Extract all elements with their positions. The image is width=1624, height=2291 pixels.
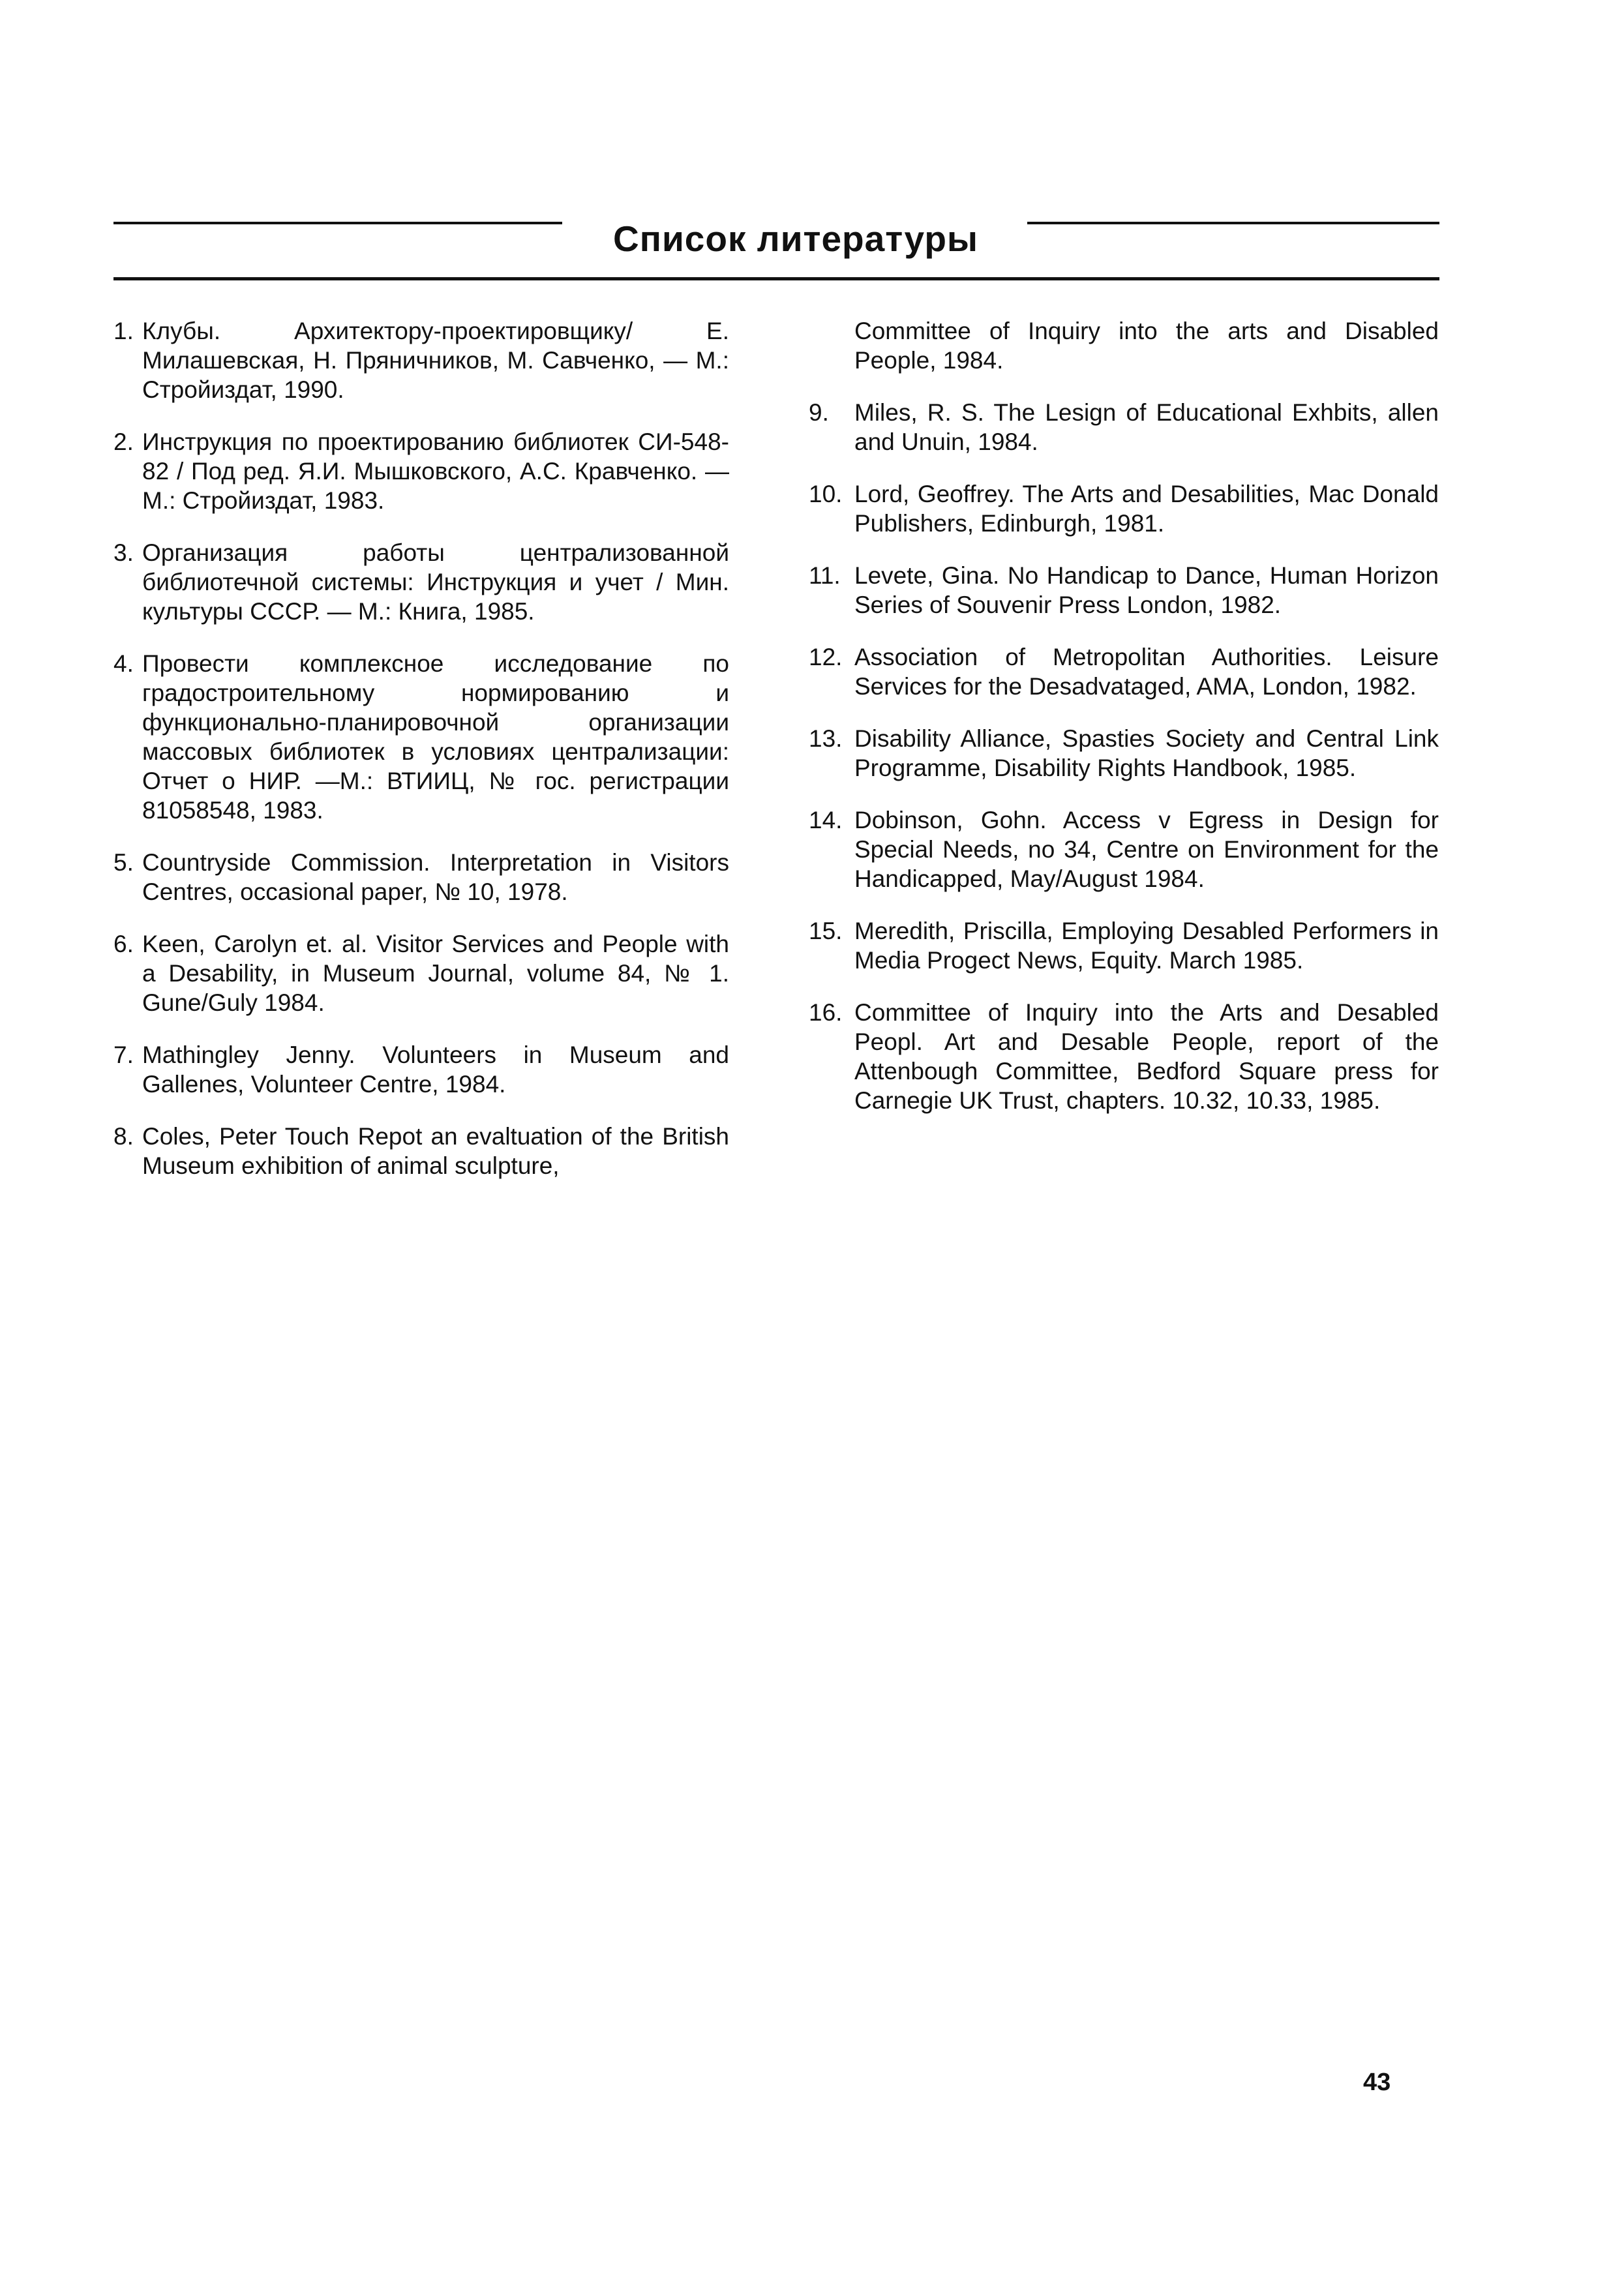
- bibliography-entry: [113, 848, 729, 906]
- entry-text: Keen, Carolyn et. al. Visitor Services and People with a Desability, in Museum Journal, volume 84, № 1. Gune/Guly 1984.: [142, 931, 729, 1016]
- bibliography-entry: [113, 649, 729, 825]
- bibliography-entry: [113, 1040, 729, 1099]
- entry-number: 10.: [809, 481, 843, 507]
- bibliography-entry: [113, 316, 729, 404]
- entry-text: Mathingley Jenny. Volunteers in Museum and Gallenes, Volunteer Centre, 1984.: [142, 1041, 729, 1098]
- entry-text: Lord, Geoffrey. The Arts and Desabilities, Mac Donald Publishers, Edinburgh, 1981.: [854, 481, 1439, 537]
- entry-number: 2.: [113, 428, 134, 455]
- entry-number: 11.: [809, 562, 841, 589]
- entry-number: 6.: [113, 931, 134, 957]
- entry-text: Coles, Peter Touch Repot an evaltuation of the British Museum exhibition of animal sculpture,: [142, 1123, 729, 1179]
- entry-number: 4.: [113, 650, 134, 677]
- entry-continuation: Committee of Inquiry into the arts and Disabled People, 1984.: [854, 318, 1439, 374]
- bibliography-entry: [809, 398, 1439, 457]
- entry-text: Levete, Gina. No Handicap to Dance, Human Horizon Series of Souvenir Press London, 1982.: [854, 562, 1439, 618]
- bibliography-entry: [809, 479, 1439, 538]
- bibliography-entry: [113, 538, 729, 626]
- entry-number: 12.: [809, 644, 843, 670]
- entry-number: 14.: [809, 807, 843, 833]
- entry-text: Association of Metropolitan Authorities. Leisure Services for the Desadvataged, AMA, London, 1982.: [854, 644, 1439, 700]
- entry-text: Клубы. Архитектору-проектировщику/ Е. Милашевская, Н. Пряничников, М. Савченко, — М.: Стройиздат, 1990.: [142, 318, 729, 403]
- entry-text: Инструкция по проектированию библиотек СИ-548-82 / Под ред. Я.И. Мышковского, А.С. Кравченко. — М.: Стройиздат, 1983.: [142, 428, 729, 514]
- entry-text: Провести комплексное исследование по градостроительному нормированию и функционально-планировочной организации массовых библиотек в условиях централизации: Отчет о НИР. —М.: ВТИИЦ, № гос. регистрации 81058548, 1983.: [142, 650, 729, 824]
- bibliography-entry: [113, 1122, 729, 1180]
- header-rule-right: [1027, 222, 1439, 224]
- entry-text: Организация работы централизованной библиотечной системы: Инструкция и учет / Мин. культуры СССР. — М.: Книга, 1985.: [142, 539, 729, 625]
- entry-text: Meredith, Priscilla, Employing Desabled Performers in Media Progect News, Equity. March 1985.: [854, 918, 1439, 974]
- bibliography-left-column: [113, 316, 729, 1203]
- bibliography-entry: [113, 929, 729, 1017]
- entry-number: 7.: [113, 1041, 134, 1068]
- header-rule-bottom: [113, 277, 1439, 280]
- entry-number: 1.: [113, 318, 134, 344]
- entry-text: Disability Alliance, Spasties Society and Central Link Programme, Disability Rights Handbook, 1985.: [854, 725, 1439, 781]
- entry-text: Miles, R. S. The Lesign of Educational Exhbits, allen and Unuin, 1984.: [854, 399, 1439, 455]
- entry-number: 3.: [113, 539, 134, 566]
- entry-number: 5.: [113, 849, 134, 876]
- entry-number: 8.: [113, 1123, 134, 1150]
- entry-number: 13.: [809, 725, 843, 752]
- entry-text: Countryside Commission. Interpretation in Visitors Centres, occasional paper, № 10, 1978.: [142, 849, 729, 905]
- bibliography-right-column: [809, 316, 1439, 1138]
- bibliography-entry: [809, 642, 1439, 701]
- entry-text: Committee of Inquiry into the Arts and Desabled Peopl. Art and Desable People, report of the Attenbough Committee, Bedford Square press for Carnegie UK Trust, chapters. 10.32, 10.33, 1985.: [854, 999, 1439, 1114]
- entry-number: 16.: [809, 999, 843, 1026]
- entry-number: 15.: [809, 918, 843, 944]
- header-rule-left: [113, 222, 562, 224]
- bibliography-entry: [809, 998, 1439, 1115]
- page-number: 43: [1363, 2069, 1391, 2096]
- bibliography-entry: [809, 561, 1439, 620]
- page-title: Список литературы: [613, 218, 978, 259]
- bibliography-entry: [809, 916, 1439, 975]
- bibliography-entry: [809, 724, 1439, 783]
- bibliography-entry: [113, 427, 729, 515]
- bibliography-entry: [809, 805, 1439, 893]
- entry-text: Dobinson, Gohn. Access v Egress in Design for Special Needs, no 34, Centre on Environment for the Handicapped, May/August 1984.: [854, 807, 1439, 892]
- entry-number: 9.: [809, 399, 829, 426]
